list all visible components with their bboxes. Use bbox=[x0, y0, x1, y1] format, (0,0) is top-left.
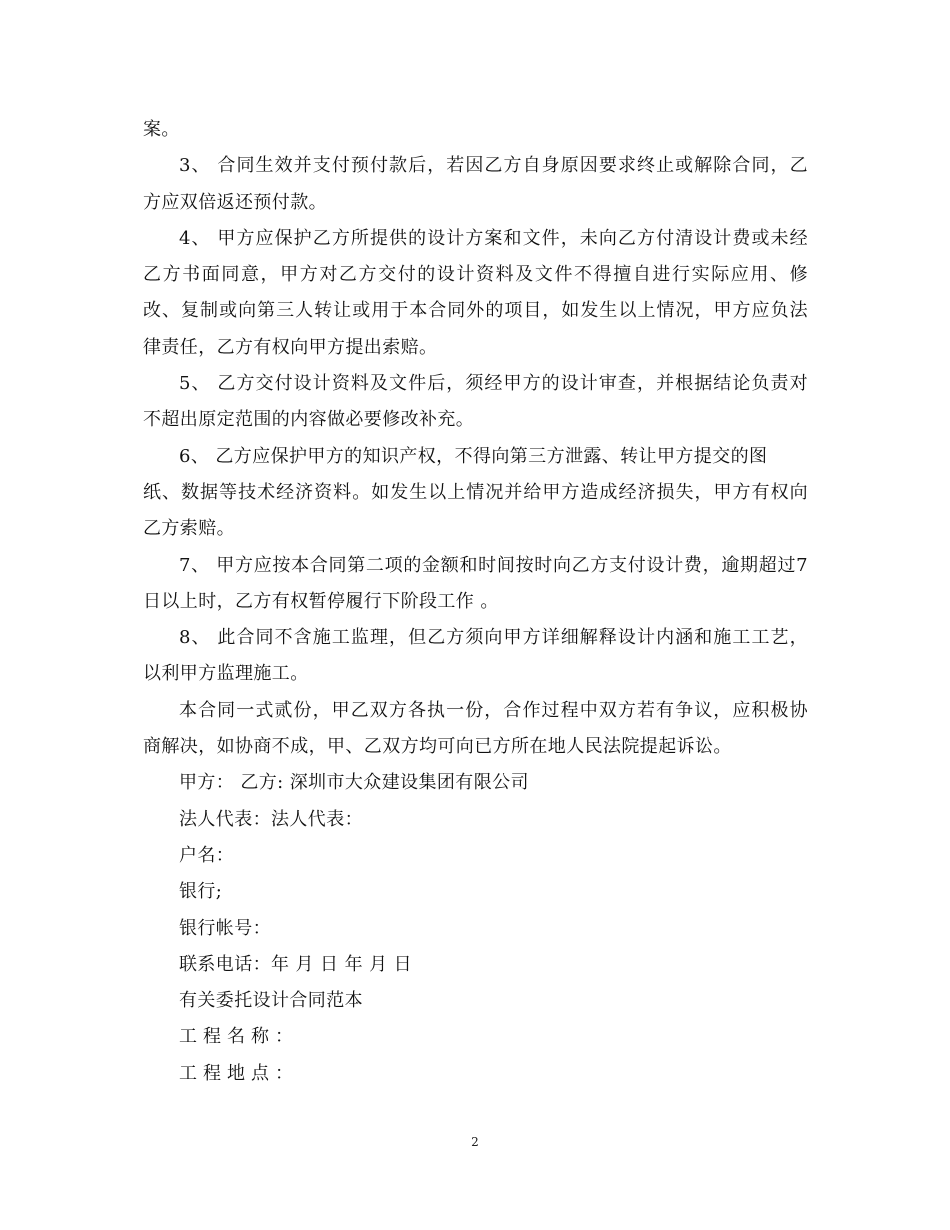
clause-6-line-3: 乙方索赔。 bbox=[143, 518, 235, 540]
party-names: 甲方： 乙方: 深圳市大众建设集团有限公司 bbox=[179, 772, 529, 794]
page-number: 2 bbox=[471, 1135, 479, 1149]
bank-account-number: 银行帐号： bbox=[179, 917, 271, 939]
legal-representative: 法人代表：法人代表： bbox=[179, 808, 363, 830]
clause-7-line-2: 日以上时，乙方有权暂停履行下阶段工作 。 bbox=[143, 590, 499, 612]
contact-phone-and-dates: 联系电话：年 月 日 年 月 日 bbox=[179, 953, 413, 975]
clause-4-line-3: 改、复制或向第三人转让或用于本合同外的项目，如发生以上情况，甲方应负法 bbox=[143, 300, 808, 322]
clause-7-line-1: 7、 甲方应按本合同第二项的金额和时间按时向乙方支付设计费，逾期超过7 bbox=[179, 554, 808, 576]
clause-4-line-2: 乙方书面同意，甲方对乙方交付的设计资料及文件不得擅自进行实际应用、修 bbox=[143, 264, 808, 286]
clause-6-line-1: 6、 乙方应保护甲方的知识产权，不得向第三方泄露、转让甲方提交的图 bbox=[179, 445, 768, 467]
document-body bbox=[143, 112, 808, 1092]
clause-5-line-1: 5、 乙方交付设计资料及文件后，须经甲方的设计审查，并根据结论负责对 bbox=[179, 373, 808, 395]
clause-6-line-2: 纸、数据等技术经济资料。如发生以上情况并给甲方造成经济损失，甲方有权向 bbox=[143, 481, 808, 503]
account-name: 户名： bbox=[179, 844, 235, 866]
clause-4-line-4: 律责任，乙方有权向甲方提出索赔。 bbox=[143, 336, 438, 358]
clause-5-line-2: 不超出原定范围的内容做必要修改补充。 bbox=[143, 409, 475, 431]
bank: 银行; bbox=[179, 881, 223, 903]
clause-4-line-1: 4、 甲方应保护乙方所提供的设计方案和文件，未向乙方付清设计费或未经 bbox=[179, 227, 808, 249]
clause-3-line-2: 方应双倍返还预付款。 bbox=[143, 191, 327, 213]
clause-3-line-1: 3、 合同生效并支付预付款后，若因乙方自身原因要求终止或解除合同，乙 bbox=[179, 155, 808, 177]
project-name: 工程名称： bbox=[179, 1026, 299, 1048]
section-title: 有关委托设计合同范本 bbox=[179, 990, 363, 1012]
project-location: 工程地点： bbox=[179, 1062, 299, 1084]
text-line: 案。 bbox=[143, 119, 180, 140]
clause-8-line-2: 以利甲方监理施工。 bbox=[143, 663, 309, 685]
copies-clause-line-1: 本合同一式贰份，甲乙双方各执一份，合作过程中双方若有争议，应积极协 bbox=[179, 699, 808, 721]
copies-clause-line-2: 商解决，如协商不成，甲、乙双方均可向已方所在地人民法院提起诉讼。 bbox=[143, 736, 732, 758]
clause-8-line-1: 8、 此合同不含施工监理，但乙方须向甲方详细解释设计内涵和施工工艺， bbox=[179, 627, 808, 649]
